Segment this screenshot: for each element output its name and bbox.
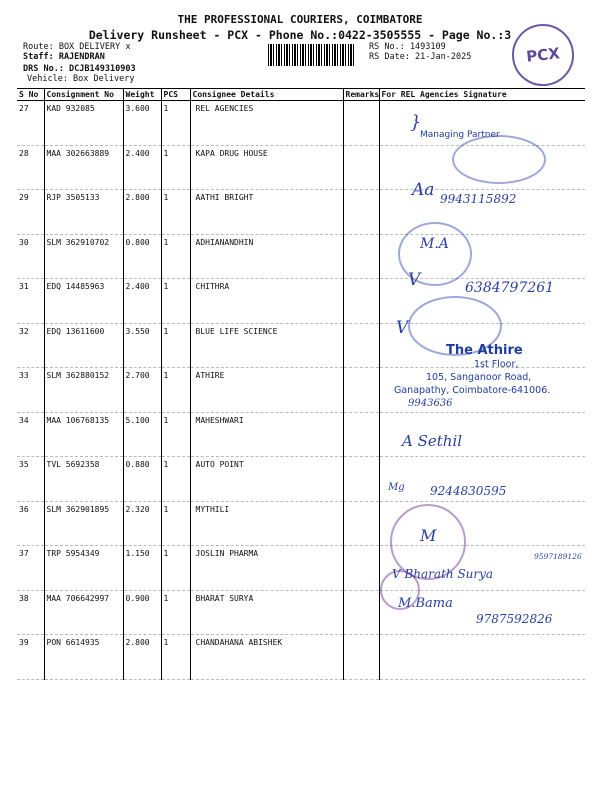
cell-consignee: KAPA DRUG HOUSE: [190, 145, 343, 190]
cell-sno: 31: [17, 279, 44, 324]
cell-weight: 2.400: [123, 279, 161, 324]
table-row: [17, 412, 585, 457]
cell-pcs: 1: [161, 635, 190, 680]
cell-consignee: BLUE LIFE SCIENCE: [190, 323, 343, 368]
table-row: [17, 546, 585, 591]
phone-39: 9787592826: [476, 612, 553, 626]
cell-consignee: REL AGENCIES: [190, 101, 343, 146]
athire-stamp-line1: 1st Floor,: [474, 359, 519, 370]
cell-consignee: AUTO POINT: [190, 457, 343, 502]
cell-remarks: [343, 590, 379, 635]
cell-consignment: PON 6614935: [44, 635, 123, 680]
cell-remarks: [343, 234, 379, 279]
header-remarks: Remarks: [343, 89, 379, 101]
cell-pcs: 1: [161, 145, 190, 190]
cell-sno: 28: [17, 145, 44, 190]
cell-consignment: MAA 706642997: [44, 590, 123, 635]
phone-38: 9597189126: [534, 552, 582, 561]
signature-30: M.A: [420, 236, 449, 252]
route-label: Route: BOX DELIVERY x: [23, 42, 131, 52]
cell-remarks: [343, 279, 379, 324]
header-sno: S No: [17, 89, 44, 101]
company-title: THE PROFESSIONAL COURIERS, COIMBATORE: [177, 13, 423, 26]
cell-remarks: [343, 635, 379, 680]
signature-35: A Sethil: [402, 432, 463, 450]
cell-consignment: SLM 362880152: [44, 368, 123, 413]
cell-weight: 2.800: [123, 635, 161, 680]
meta-right: [369, 42, 471, 62]
cell-sno: 30: [17, 234, 44, 279]
cell-weight: 2.320: [123, 501, 161, 546]
cell-consignee: AATHI BRIGHT: [190, 190, 343, 235]
cell-weight: 3.550: [123, 323, 161, 368]
cell-consignment: TVL 5692358: [44, 457, 123, 502]
drs-label: DRS No.: DCJB149310903: [23, 64, 136, 74]
cell-sno: 37: [17, 546, 44, 591]
cell-pcs: 1: [161, 412, 190, 457]
table-header-row: [17, 89, 585, 101]
managing-partner-stamp: Managing Partner: [420, 130, 500, 140]
rs-date: RS Date: 21-Jan-2025: [369, 52, 472, 62]
cell-consignment: MAA 302663889: [44, 145, 123, 190]
header-signature: For REL Agencies Signature: [379, 89, 585, 101]
pcx-stamp: PCX: [509, 21, 577, 89]
meta-left: [23, 42, 136, 84]
cell-consignment: EDQ 14485963: [44, 279, 123, 324]
cell-weight: 2.700: [123, 368, 161, 413]
cell-remarks: [343, 368, 379, 413]
header-consignee: Consignee Details: [190, 89, 343, 101]
table-row: [17, 635, 585, 680]
rs-number: RS No.: 1493109: [369, 42, 446, 52]
signature-29: Aa: [412, 180, 435, 200]
cell-sno: 34: [17, 412, 44, 457]
cell-remarks: [343, 457, 379, 502]
cell-consignee: JOSLIN PHARMA: [190, 546, 343, 591]
cell-consignee: MAHESHWARI: [190, 412, 343, 457]
vehicle-label: Vehicle: Box Delivery: [27, 74, 135, 84]
cell-pcs: 1: [161, 457, 190, 502]
cell-remarks: [343, 101, 379, 146]
cell-pcs: 1: [161, 101, 190, 146]
cell-consignee: CHANDAHANA ABISHEK: [190, 635, 343, 680]
athire-stamp-line2: 105, Sanganoor Road,: [426, 372, 532, 383]
cell-sno: 35: [17, 457, 44, 502]
cell-sno: 33: [17, 368, 44, 413]
cell-remarks: [343, 190, 379, 235]
signature-31: V: [408, 270, 421, 290]
signature-36: Mg: [388, 482, 405, 493]
signature-27: }: [410, 112, 422, 133]
cell-pcs: 1: [161, 279, 190, 324]
barcode: [268, 44, 356, 66]
cell-consignee: MYTHILI: [190, 501, 343, 546]
cell-pcs: 1: [161, 590, 190, 635]
athire-stamp-line3: Ganapathy, Coimbatore-641006.: [394, 385, 551, 396]
cell-consignee: BHARAT SURYA: [190, 590, 343, 635]
cell-pcs: 1: [161, 323, 190, 368]
cell-consignment: RJP 3505133: [44, 190, 123, 235]
cell-consignment: MAA 106768135: [44, 412, 123, 457]
cell-weight: 0.800: [123, 234, 161, 279]
cell-sno: 29: [17, 190, 44, 235]
header-pcs: PCS: [161, 89, 190, 101]
table-row: [17, 234, 585, 279]
rubber-stamp-28: [452, 135, 546, 184]
cell-consignment: KAD 932085: [44, 101, 123, 146]
cell-sno: 36: [17, 501, 44, 546]
signature-37: M: [420, 526, 437, 545]
cell-pcs: 1: [161, 368, 190, 413]
cell-consignment: SLM 362901895: [44, 501, 123, 546]
cell-pcs: 1: [161, 546, 190, 591]
signature-32: V: [396, 318, 409, 338]
phone-36: 9244830595: [430, 484, 507, 498]
cell-pcs: 1: [161, 234, 190, 279]
cell-remarks: [343, 323, 379, 368]
cell-remarks: [343, 546, 379, 591]
cell-weight: 3.600: [123, 101, 161, 146]
cell-sno: 38: [17, 590, 44, 635]
signature-39: M.Bama: [398, 596, 453, 611]
table-row: [17, 501, 585, 546]
cell-pcs: 1: [161, 190, 190, 235]
cell-consignment: TRP 5954349: [44, 546, 123, 591]
cell-sno: 32: [17, 323, 44, 368]
cell-consignee: ADHIANANDHIN: [190, 234, 343, 279]
cell-sno: 39: [17, 635, 44, 680]
signature-38: V Bharath Surya: [392, 567, 494, 581]
cell-weight: 2.400: [123, 145, 161, 190]
header-consignment: Consignment No: [44, 89, 123, 101]
cell-consignee: ATHIRE: [190, 368, 343, 413]
cell-weight: 5.100: [123, 412, 161, 457]
phone-34: 9943636: [408, 398, 453, 409]
header-weight: Weight: [123, 89, 161, 101]
staff-label: Staff: RAJENDRAN: [23, 52, 105, 62]
phone-31: 6384797261: [465, 280, 555, 296]
cell-pcs: 1: [161, 501, 190, 546]
cell-weight: 0.880: [123, 457, 161, 502]
cell-remarks: [343, 501, 379, 546]
cell-consignment: SLM 362910702: [44, 234, 123, 279]
cell-consignee: CHITHRA: [190, 279, 343, 324]
cell-remarks: [343, 145, 379, 190]
athire-stamp-name: The Athire: [446, 343, 523, 358]
phone-29: 9943115892: [440, 192, 517, 206]
runsheet-subtitle: Delivery Runsheet - PCX - Phone No.:0422-3505555 - Page No.:3: [88, 28, 512, 42]
cell-weight: 2.800: [123, 190, 161, 235]
cell-sno: 27: [17, 101, 44, 146]
cell-consignment: EDQ 13611600: [44, 323, 123, 368]
cell-signature: [379, 635, 585, 680]
cell-weight: 1.150: [123, 546, 161, 591]
cell-remarks: [343, 412, 379, 457]
cell-weight: 0.900: [123, 590, 161, 635]
